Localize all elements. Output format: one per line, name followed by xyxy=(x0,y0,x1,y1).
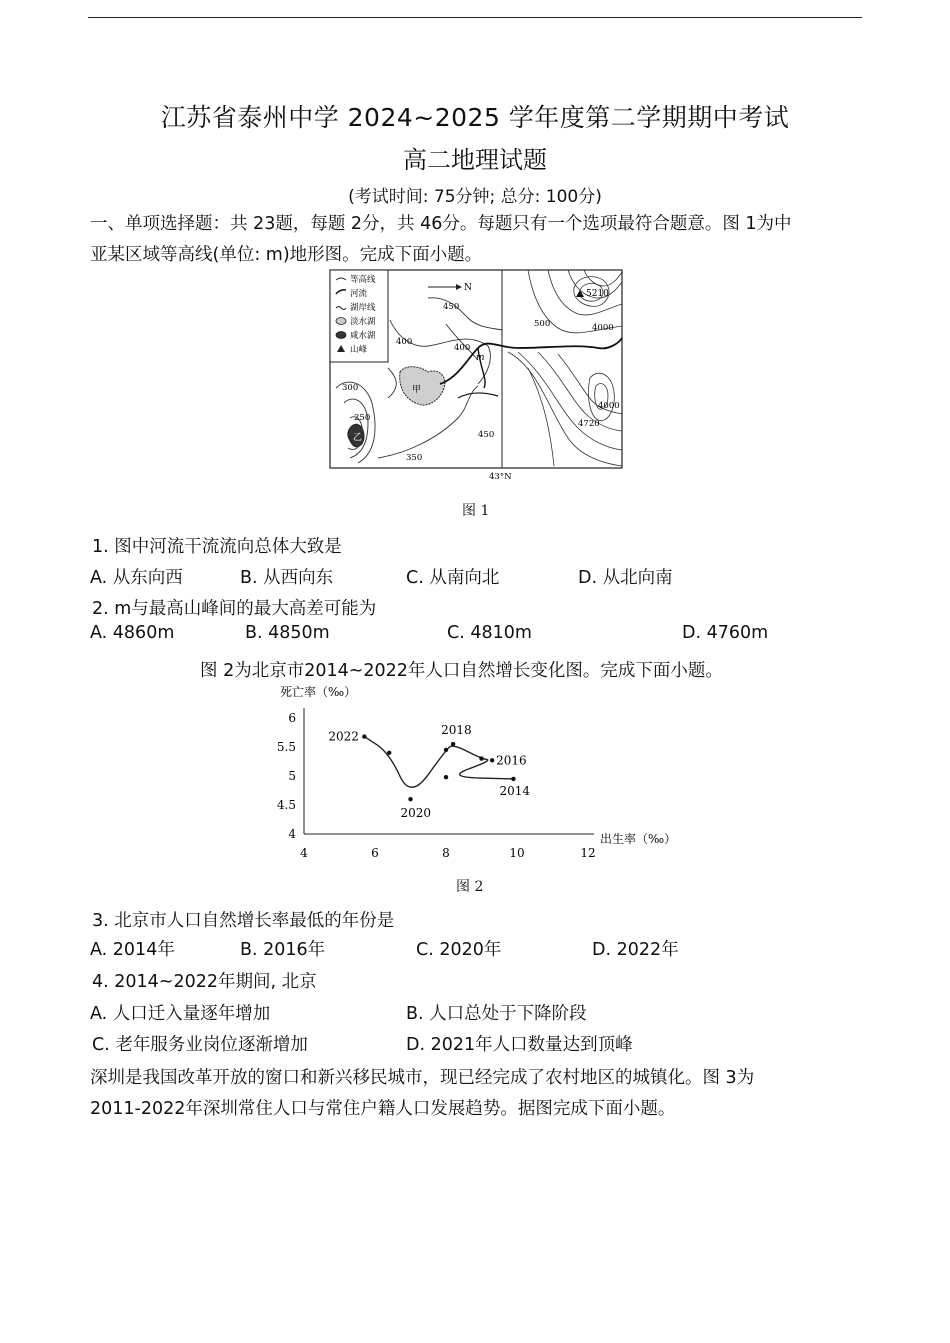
q3-option-c[interactable]: C. 2020年 xyxy=(416,940,502,960)
q2-stem: 2. m与最高山峰间的最大高差可能为 xyxy=(92,599,377,619)
q4-option-d[interactable]: D. 2021年人口数量达到顶峰 xyxy=(406,1035,633,1055)
x-tick-label: 8 xyxy=(442,846,450,860)
contour-label: 350 xyxy=(406,453,423,463)
q2-option-a[interactable]: A. 4860m xyxy=(90,623,175,643)
exam-title: 江苏省泰州中学 2024~2025 学年度第二学期期中考试 xyxy=(160,103,790,132)
x-axis-label: 出生率（‰） xyxy=(600,832,677,846)
contour-label: 4720 xyxy=(578,419,600,429)
y-axis-label: 死亡率（‰） xyxy=(280,685,357,699)
point-m-label: m xyxy=(476,353,485,363)
legend-label-contour: 等高线 xyxy=(350,275,376,285)
peak-label: 5210 xyxy=(586,289,609,299)
contour-label: 250 xyxy=(354,413,371,423)
q3-option-d[interactable]: D. 2022年 xyxy=(592,940,679,960)
shenzhen-intro-line1: 深圳是我国改革开放的窗口和新兴移民城市，现已经完成了农村地区的城镇化。图 3为 xyxy=(90,1068,755,1088)
shenzhen-intro-line2: 2011-2022年深圳常住人口与常住户籍人口发展趋势。据图完成下面小题。 xyxy=(90,1099,676,1119)
figure2-intro: 图 2为北京市2014~2022年人口自然增长变化图。完成下面小题。 xyxy=(200,661,723,681)
contour-label: 450 xyxy=(443,302,460,312)
q1-stem: 1. 图中河流干流流向总体大致是 xyxy=(92,537,342,557)
section1-intro-line1: 一、单项选择题：共 23题，每题 2分，共 46分。每题只有一个选项最符合题意。图 1为中 xyxy=(90,214,792,234)
figure2-chart xyxy=(268,682,688,862)
contour-label: 4000 xyxy=(592,323,614,333)
data-point xyxy=(408,797,412,801)
y-tick-label: 4 xyxy=(288,827,296,841)
north-label: N xyxy=(464,283,472,293)
data-point-label: 2018 xyxy=(441,723,472,738)
data-point xyxy=(444,748,448,752)
subject-title: 高二地理试题 xyxy=(403,146,547,174)
q1-option-d[interactable]: D. 从北向南 xyxy=(578,568,673,588)
contour-label: 4000 xyxy=(598,401,620,411)
legend-label-river: 河流 xyxy=(350,289,368,299)
data-point-label: 2016 xyxy=(496,753,527,768)
legend-label-shoreline: 湖岸线 xyxy=(350,303,376,313)
data-point xyxy=(444,775,448,779)
legend-label-saltwater: 咸水湖 xyxy=(350,331,376,341)
figure2-caption: 图 2 xyxy=(456,879,484,895)
x-tick-label: 10 xyxy=(509,846,525,860)
q3-stem: 3. 北京市人口自然增长率最低的年份是 xyxy=(92,911,395,931)
data-point xyxy=(511,777,515,781)
data-point xyxy=(479,756,483,760)
q2-option-d[interactable]: D. 4760m xyxy=(682,623,769,643)
contour-label: 400 xyxy=(396,337,413,347)
legend-label-freshwater: 淡水湖 xyxy=(350,317,376,327)
data-point-label: 2022 xyxy=(328,729,359,744)
y-tick-label: 5 xyxy=(288,769,296,783)
q1-option-c[interactable]: C. 从南向北 xyxy=(406,568,500,588)
x-tick-label: 12 xyxy=(580,846,596,860)
legend-label-peak: 山峰 xyxy=(350,345,368,355)
data-point xyxy=(362,734,366,738)
latitude-label: 43°N xyxy=(489,472,512,480)
q1-option-b[interactable]: B. 从西向东 xyxy=(240,568,334,588)
data-point-label: 2020 xyxy=(400,806,432,821)
contour-label: 450 xyxy=(478,430,495,440)
q3-option-b[interactable]: B. 2016年 xyxy=(240,940,326,960)
q4-option-b[interactable]: B. 人口总处于下降阶段 xyxy=(406,1004,587,1024)
q4-stem: 4. 2014~2022年期间, 北京 xyxy=(92,972,317,992)
x-tick-label: 4 xyxy=(300,846,308,860)
lake-jia-label: 甲 xyxy=(412,385,422,395)
figure1-contour-map xyxy=(328,268,624,480)
header-rule xyxy=(88,17,862,18)
y-tick-label: 6 xyxy=(288,711,296,725)
q3-option-a[interactable]: A. 2014年 xyxy=(90,940,175,960)
q1-option-a[interactable]: A. 从东向西 xyxy=(90,568,183,588)
figure1-caption: 图 1 xyxy=(462,503,490,519)
q2-option-b[interactable]: B. 4850m xyxy=(245,623,330,643)
exam-info: (考试时间: 75分钟; 总分: 100分) xyxy=(348,187,602,207)
contour-label: 300 xyxy=(342,383,359,393)
x-tick-label: 6 xyxy=(371,846,379,860)
contour-label: 500 xyxy=(534,319,551,329)
lake-yi-label: 乙 xyxy=(353,433,363,443)
data-point-label: 2014 xyxy=(499,783,530,798)
data-point xyxy=(490,758,494,762)
data-point xyxy=(387,751,391,755)
q4-option-a[interactable]: A. 人口迁入量逐年增加 xyxy=(90,1004,271,1024)
y-tick-label: 5.5 xyxy=(276,740,296,754)
data-point xyxy=(451,742,455,746)
q4-option-c[interactable]: C. 老年服务业岗位逐渐增加 xyxy=(92,1035,308,1055)
q2-option-c[interactable]: C. 4810m xyxy=(447,623,532,643)
contour-label: 400 xyxy=(454,343,471,353)
section1-intro-line2: 亚某区域等高线(单位: m)地形图。完成下面小题。 xyxy=(90,245,483,265)
y-tick-label: 4.5 xyxy=(276,798,296,812)
